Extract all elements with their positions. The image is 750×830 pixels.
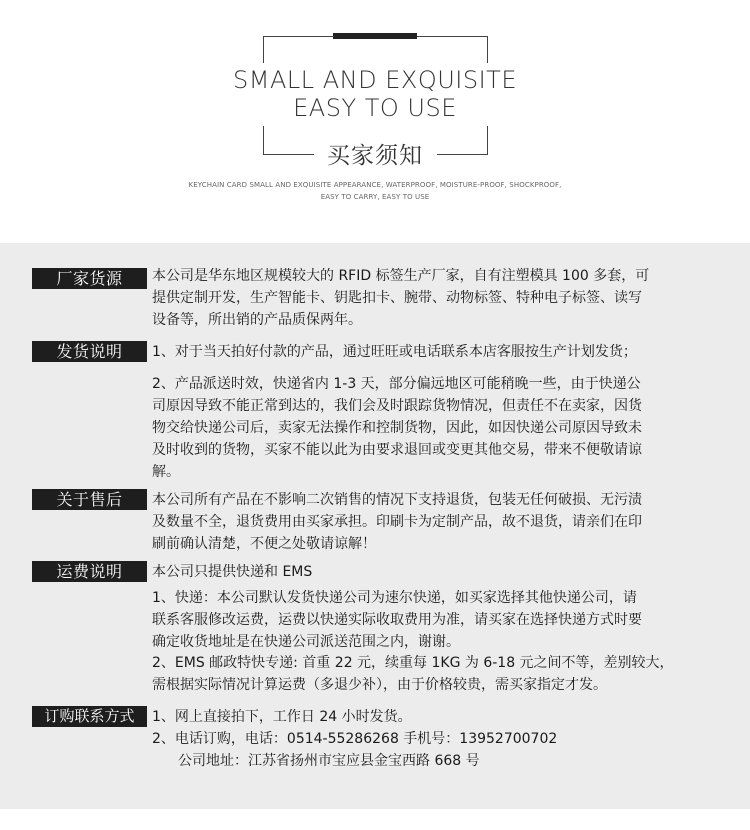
text-factory: 本公司是华东地区规模较大的 RFID 标签生产厂家，自有注塑模具 100 多套，可 提供定制开发，生产智能卡、钥匙扣卡、腕带、动物标签、特种电子标签、读写 设备等，所出销的产品质保两年。 (152, 268, 650, 328)
text-contact-item-1: 1、网上直接拍下，工作日 24 小时发货。 (152, 709, 412, 725)
frame-corner-top-right (417, 36, 488, 63)
notice-content (0, 243, 750, 809)
title-line-1: SMALL AND EXQUISITE (233, 66, 517, 94)
text-contact-address: 公司地址：江苏省扬州市宝应县金宝西路 668 号 (178, 753, 480, 769)
text-shipping-item-1: 1、对于当天拍好付款的产品，通过旺旺或电话联系本店客服按生产计划发货； (152, 344, 637, 360)
label-factory: 厂家货源 (32, 268, 147, 289)
frame-corner-top-left (263, 36, 334, 63)
header-description (175, 179, 575, 203)
title-line-2: EASY TO USE (293, 94, 457, 122)
frame-top-bar (333, 33, 417, 39)
text-freight-item-2: 2、EMS 邮政特快专递: 首重 22 元，续重每 1KG 为 6-18 元之间不等，差别较大， 需根据实际情况计算运费（多退少补），由于价格较贵，需买家指定才发。 (152, 655, 674, 693)
frame-corner-bottom-right (437, 126, 488, 155)
header-description-line-2: EASY TO CARRY, EASY TO USE (320, 193, 430, 201)
label-aftersale: 关于售后 (32, 489, 147, 510)
label-freight: 运费说明 (32, 561, 147, 582)
text-freight-item-1: 1、快递：本公司默认发货快递公司为速尔快递，如买家选择其他快递公司，请 联系客服修改运费，运费以快递实际收取费用为准，请买家在选择快递方式时要 确定收货地址是在快递公司派送范围之内，谢谢。 (152, 590, 642, 650)
text-aftersale: 本公司所有产品在不影响二次销售的情况下支持退货，包装无任何破损、无污渍 及数量不全，退货费用由买家承担。印刷卡为定制产品，故不退货，请亲们在印 刷前确认清楚，不便之处敬请谅解！ (152, 492, 642, 552)
text-contact-item-2: 2、电话订购，电话：0514-55286268 手机号：13952700702 (152, 731, 558, 747)
text-shipping-item-2: 2、产品派送时效，快递省内 1-3 天，部分偏远地区可能稍晚一些，由于快递公 司原因导致不能正常到达的，我们会及时跟踪货物情况，但责任不在卖家，因货 物交给快递公司后，卖家无法操作和控制货物，因此，如因快递公司原因导致未 及时收到的货物，买家不能以此为由要求退回或变更其他交易，带来不便敬请谅 解。 (152, 376, 642, 480)
label-contact: 订购联系方式 (32, 706, 147, 727)
frame-corner-bottom-left (263, 126, 314, 155)
subtitle-buyer-notice: 买家须知 (327, 143, 423, 169)
text-freight-intro: 本公司只提供快递和 EMS (152, 564, 313, 580)
header-description-line-1: KEYCHAIN CARD SMALL AND EXQUISITE APPEARANCE, WATERPROOF, MOISTURE-PROOF, SHOCKPROOF, (188, 181, 562, 189)
header (0, 0, 750, 243)
label-shipping: 发货说明 (32, 341, 147, 362)
